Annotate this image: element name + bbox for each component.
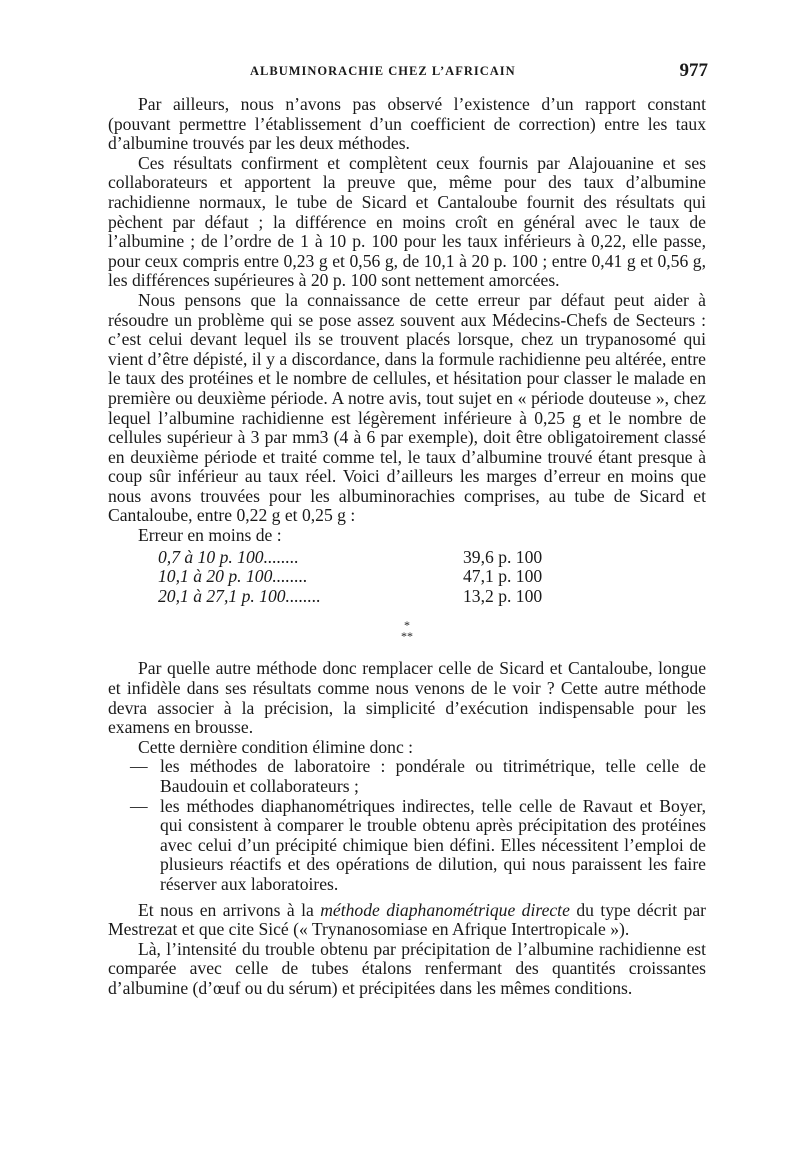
body-text [108, 95, 706, 999]
paragraph-direct-method [108, 901, 706, 940]
error-value: 13,2 p. 100 [463, 585, 543, 606]
eliminated-methods-list [108, 757, 706, 894]
paragraph-text: Et nous en arrivons à la [138, 899, 321, 920]
paragraph-correction-coefficient: Par ailleurs, nous n’avons pas observé l’existence d’un rapport constant (pouvant permettre l’établissement d’un coefficient de correction) entre les taux d’albumine trouvés par les deux méthodes. [108, 94, 706, 154]
dash-marker: — [130, 756, 148, 777]
list-item-text: les méthodes diaphanométriques indirectes, telle celle de Ravaut et Boyer, qui consistent à comparer le trouble obtenu après précipitation des protéines avec celui d’un précipité chimique bien défini. Elles nécessitent l’emploi de plusieurs réactifs et des opérations de dilution, qui nous paraissent les faire réserver aux laboratoires. [160, 795, 706, 894]
error-row [108, 548, 706, 568]
running-title: ALBUMINORACHIE CHEZ L’AFRICAIN [250, 64, 516, 78]
error-margin-table [108, 548, 706, 607]
list-item [108, 757, 706, 796]
error-row [108, 587, 706, 607]
paragraph-text: du type décrit par Mestrezat et que cite Sicé (« Trynanosomiase en Afrique Intertropicale »). [108, 899, 707, 940]
error-range: 20,1 à 27,1 p. 100........ [158, 585, 321, 606]
error-intro: Erreur en moins de : [138, 525, 282, 546]
error-range: 0,7 à 10 p. 100........ [158, 546, 299, 567]
asterism-bottom: ** [401, 629, 413, 644]
error-row [108, 567, 706, 587]
paragraph-condition-eliminates: Cette dernière condition élimine donc : [138, 736, 414, 757]
method-name-emphasis: méthode diaphanométrique directe [320, 899, 570, 920]
paragraph-turbidity-comparison: Là, l’intensité du trouble obtenu par précipitation de l’albumine rachidienne est comparée avec celle de tubes étalons renfermant des quantités croissantes d’albumine (d’œuf ou du sérum) et précipitées dans les mêmes conditions. [108, 938, 706, 998]
paragraph-other-method: Par quelle autre méthode donc remplacer celle de Sicard et Cantaloube, longue et infidèle dans ses résultats comme nous venons de le voir ? Cette autre méthode devra associer à la précision, la simplicité d’exécution indispensable pour les examens en brousse. [108, 658, 706, 738]
paragraph-results-confirm: Ces résultats confirment et complètent ceux fournis par Alajouanine et ses collaborateurs et apportent la preuve que, même pour des taux d’albumine rachidienne normaux, le tube de Sicard et Cantaloube fournit des résultats qui pèchent par défaut ; la différence en moins croît en général avec le taux de l’albumine ; de l’ordre de 1 à 10 p. 100 pour les taux inférieurs à 0,22, elle passe, pour ceux compris entre 0,23 g et 0,56 g, de 10,1 à 20 p. 100 ; entre 0,41 g et 0,56 g, les différences supérieures à 20 p. 100 sont nettement amorcées. [108, 152, 706, 291]
paragraph-default-error: Nous pensons que la connaissance de cette erreur par défaut peut aider à résoudre un problème qui se pose assez souvent aux Médecins-Chefs de Secteurs : c’est celui devant lequel ils se trouvent placés lorsque, chez un trypanosomé qui vient d’être dépisté, il y a discordance, dans la formule rachidienne peu altérée, entre le taux des protéines et le nombre de cellules, et hésitation pour classer le malade en première ou deuxième période. A notre avis, tout sujet en « période douteuse », chez lequel l’albumine rachidienne est légèrement inférieure à 0,25 g et le nombre de cellules supérieur à 3 par mm3 (4 à 6 par exemple), doit être obligatoirement classé en deuxième période et traité comme tel, le taux d’albumine trouvé étant presque à coup sûr inférieur au taux réel. Voici d’ailleurs les marges d’erreur en moins que nous avons trouvées pour les albuminorachies comprises, au tube de Sicard et Cantaloube, entre 0,22 g et 0,25 g : [108, 289, 706, 526]
dash-marker: — [130, 795, 148, 816]
list-item [108, 797, 706, 895]
error-range: 10,1 à 20 p. 100........ [158, 566, 308, 587]
error-value: 47,1 p. 100 [463, 566, 543, 587]
page-number: 977 [679, 60, 708, 81]
asterism-divider [108, 620, 706, 642]
asterism-top: * [404, 618, 410, 633]
list-item-text: les méthodes de laboratoire : pondérale ou titrimétrique, telle celle de Baudouin et collaborateurs ; [160, 756, 706, 796]
error-value: 39,6 p. 100 [463, 546, 543, 567]
